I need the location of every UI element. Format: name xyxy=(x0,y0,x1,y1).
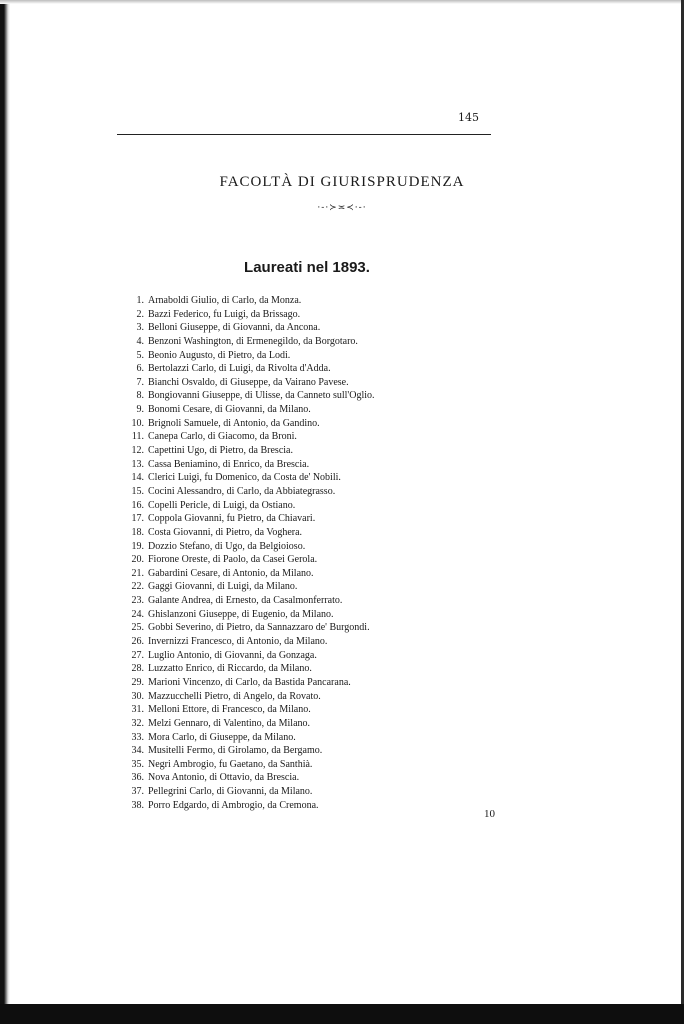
list-item-text: Melloni Ettore, di Francesco, da Milano. xyxy=(148,704,311,716)
list-item-text: Belloni Giuseppe, di Giovanni, da Ancona. xyxy=(148,322,321,334)
header-rule xyxy=(117,134,491,135)
list-item-text: Pellegrini Carlo, di Giovanni, da Milano. xyxy=(148,786,313,798)
list-item-number: 4. xyxy=(136,335,144,347)
graduates-list xyxy=(120,294,500,812)
scan-top-edge xyxy=(0,0,684,4)
list-item-number: 33. xyxy=(131,731,144,743)
list-item-number: 16. xyxy=(131,499,144,511)
list-item xyxy=(120,758,500,772)
list-item xyxy=(120,635,500,649)
list-item-number: 38. xyxy=(131,799,144,811)
list-item-number: 19. xyxy=(131,540,144,552)
list-item-text: Nova Antonio, di Ottavio, da Brescia. xyxy=(148,772,300,784)
page-number: 145 xyxy=(458,111,479,124)
list-item-number: 8. xyxy=(136,390,144,402)
signature-mark: 10 xyxy=(484,808,495,820)
list-item xyxy=(120,526,500,540)
list-item xyxy=(120,744,500,758)
list-item-number: 6. xyxy=(136,363,144,375)
list-item xyxy=(120,608,500,622)
list-item-text: Cassa Beniamino, di Enrico, da Brescia. xyxy=(148,458,310,470)
list-item xyxy=(120,430,500,444)
list-item-number: 10. xyxy=(131,417,144,429)
list-item-text: Porro Edgardo, di Ambrogio, da Cremona. xyxy=(148,799,319,811)
list-item-number: 22. xyxy=(131,581,144,593)
list-item-text: Galante Andrea, di Ernesto, da Casalmonferrato. xyxy=(148,595,343,607)
list-item-text: Arnaboldi Giulio, di Carlo, da Monza. xyxy=(148,295,302,306)
list-item-text: Bonomi Cesare, di Giovanni, da Milano. xyxy=(148,404,311,416)
list-item xyxy=(120,444,500,458)
list-item xyxy=(120,799,500,813)
list-item xyxy=(120,335,500,349)
list-item-text: Coppola Giovanni, fu Pietro, da Chiavari. xyxy=(148,513,316,525)
list-item xyxy=(120,321,500,335)
list-item xyxy=(120,512,500,526)
list-item xyxy=(120,349,500,363)
list-item-number: 5. xyxy=(136,349,144,361)
list-item-number: 17. xyxy=(131,513,144,525)
list-item-number: 18. xyxy=(131,526,144,538)
list-item xyxy=(120,540,500,554)
list-item-text: Bazzi Federico, fu Luigi, da Brissago. xyxy=(148,308,301,320)
list-item-text: Mora Carlo, di Giuseppe, da Milano. xyxy=(148,731,296,743)
list-item-number: 15. xyxy=(131,485,144,497)
list-item-text: Costa Giovanni, di Pietro, da Voghera. xyxy=(148,526,303,538)
list-item xyxy=(120,499,500,513)
list-item xyxy=(120,389,500,403)
list-item-text: Capettini Ugo, di Pietro, da Brescia. xyxy=(148,445,293,457)
list-item xyxy=(120,580,500,594)
list-item-number: 11. xyxy=(131,431,144,443)
list-item xyxy=(120,471,500,485)
list-item-number: 21. xyxy=(131,567,144,579)
list-item-text: Bongiovanni Giuseppe, di Ulisse, da Canneto sull'Oglio. xyxy=(148,390,375,402)
list-item-text: Luzzatto Enrico, di Riccardo, da Milano. xyxy=(148,663,312,675)
list-item-text: Cocini Alessandro, di Carlo, da Abbiategrasso. xyxy=(148,485,336,497)
list-item xyxy=(120,308,500,322)
list-item-number: 32. xyxy=(131,717,144,729)
list-item-number: 13. xyxy=(131,458,144,470)
section-heading: Laureati nel 1893. xyxy=(244,259,370,276)
list-item xyxy=(120,690,500,704)
scan-binding-edge xyxy=(0,0,10,1024)
list-item-number: 7. xyxy=(136,376,144,388)
list-item xyxy=(120,703,500,717)
list-item-number: 14. xyxy=(131,472,144,484)
list-item-number: 9. xyxy=(136,404,144,416)
list-item-text: Melzi Gennaro, di Valentino, da Milano. xyxy=(148,717,311,729)
scan-bottom-edge xyxy=(0,1004,684,1024)
list-item-text: Fiorone Oreste, di Paolo, da Casei Gerola. xyxy=(148,554,318,566)
list-item-text: Brignoli Samuele, di Antonio, da Gandino. xyxy=(148,417,320,429)
list-item-text: Gobbi Severino, di Pietro, da Sannazzaro de' Burgondi. xyxy=(148,622,370,634)
list-item-number: 3. xyxy=(136,322,144,334)
list-item xyxy=(120,485,500,499)
title-ornament: ·-·≻≍≺·-· xyxy=(317,203,367,213)
list-item xyxy=(120,676,500,690)
list-item-text: Gaggi Giovanni, di Luigi, da Milano. xyxy=(148,581,298,593)
list-item-number: 34. xyxy=(131,745,144,757)
list-item xyxy=(120,294,500,308)
list-item-number: 20. xyxy=(131,554,144,566)
list-item xyxy=(120,376,500,390)
list-item-text: Benzoni Washington, di Ermenegildo, da Borgotaro. xyxy=(148,335,358,347)
list-item xyxy=(120,362,500,376)
list-item-number: 30. xyxy=(131,690,144,702)
list-item xyxy=(120,785,500,799)
faculty-title: FACOLTÀ DI GIURISPRUDENZA xyxy=(219,174,465,190)
list-item xyxy=(120,594,500,608)
list-item xyxy=(120,403,500,417)
list-item-text: Marioni Vincenzo, di Carlo, da Bastida Pancarana. xyxy=(148,676,351,688)
list-item xyxy=(120,662,500,676)
list-item-text: Mazzucchelli Pietro, di Angelo, da Rovato. xyxy=(148,690,321,702)
list-item-text: Invernizzi Francesco, di Antonio, da Milano. xyxy=(148,636,328,648)
list-item-text: Musitelli Fermo, di Girolamo, da Bergamo. xyxy=(148,745,323,757)
list-item-number: 37. xyxy=(131,786,144,798)
list-item-number: 26. xyxy=(131,636,144,648)
list-item xyxy=(120,771,500,785)
list-item-text: Canepa Carlo, di Giacomo, da Broni. xyxy=(148,431,297,443)
list-item xyxy=(120,567,500,581)
list-item xyxy=(120,649,500,663)
list-item-number: 12. xyxy=(131,445,144,457)
list-item-number: 24. xyxy=(131,608,144,620)
list-item-text: Ghislanzoni Giuseppe, di Eugenio, da Milano. xyxy=(148,608,334,620)
list-item-text: Dozzio Stefano, di Ugo, da Belgioioso. xyxy=(148,540,306,552)
list-item xyxy=(120,553,500,567)
list-item-text: Bertolazzi Carlo, di Luigi, da Rivolta d'Adda. xyxy=(148,363,331,375)
list-item xyxy=(120,731,500,745)
list-item-number: 2. xyxy=(136,308,144,320)
list-item xyxy=(120,417,500,431)
list-item xyxy=(120,621,500,635)
list-item-text: Negri Ambrogio, fu Gaetano, da Santhià. xyxy=(148,758,313,770)
list-item-number: 28. xyxy=(131,663,144,675)
list-item-text: Gabardini Cesare, di Antonio, da Milano. xyxy=(148,567,314,579)
list-item xyxy=(120,458,500,472)
list-item-text: Beonio Augusto, di Pietro, da Lodi. xyxy=(148,349,291,361)
list-item-number: 31. xyxy=(131,704,144,716)
list-item-number: 35. xyxy=(131,758,144,770)
list-item-number: 29. xyxy=(131,676,144,688)
list-item-number: 1. xyxy=(136,295,144,306)
list-item-number: 36. xyxy=(131,772,144,784)
list-item xyxy=(120,717,500,731)
list-item-number: 23. xyxy=(131,595,144,607)
list-item-number: 25. xyxy=(131,622,144,634)
list-item-text: Luglio Antonio, di Giovanni, da Gonzaga. xyxy=(148,649,317,661)
list-item-text: Clerici Luigi, fu Domenico, da Costa de' Nobili. xyxy=(148,472,341,484)
list-item-text: Copelli Pericle, di Luigi, da Ostiano. xyxy=(148,499,296,511)
list-item-number: 27. xyxy=(131,649,144,661)
list-item-text: Bianchi Osvaldo, di Giuseppe, da Vairano Pavese. xyxy=(148,376,349,388)
